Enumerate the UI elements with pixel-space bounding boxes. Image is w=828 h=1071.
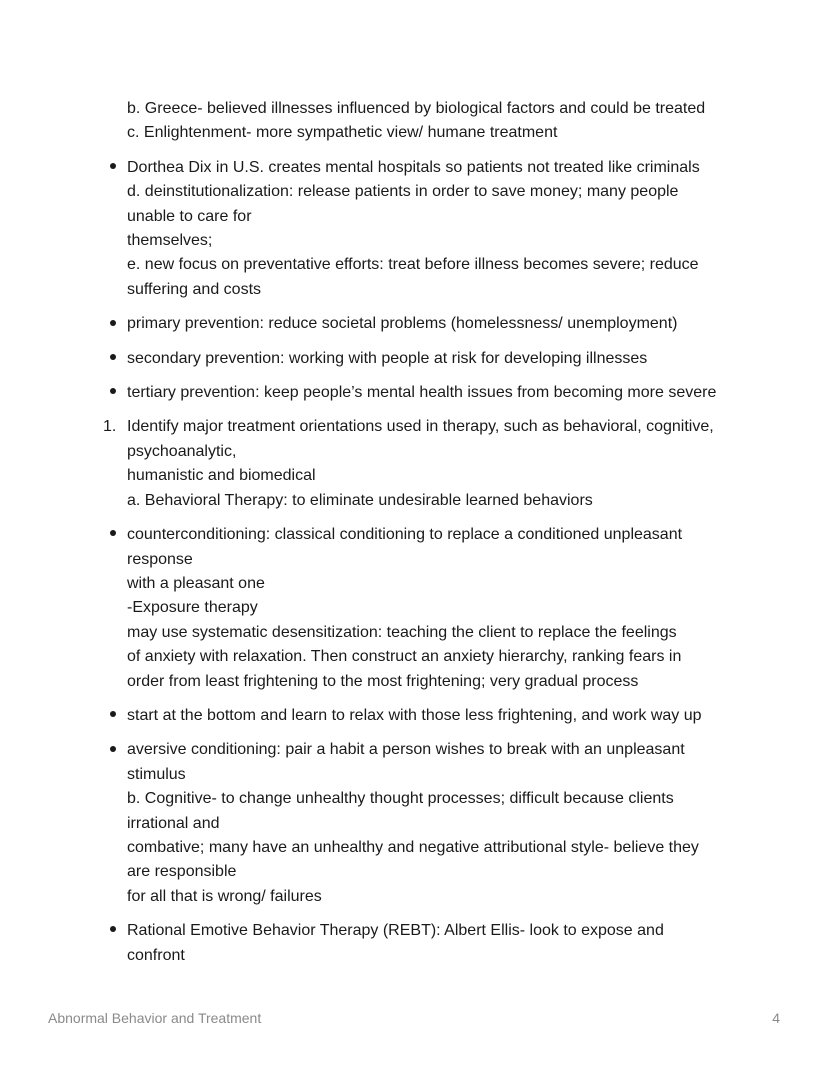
text-line: irrational and — [127, 814, 220, 832]
text-line: may use systematic desensitization: teaching the client to replace the feelings — [127, 623, 677, 641]
text-line: with a pleasant one — [127, 574, 265, 592]
bullet-list-item — [127, 738, 737, 909]
text-line: Identify major treatment orientations used in therapy, such as behavioral, cognitive, — [127, 418, 714, 436]
text-line: primary prevention: reduce societal problems (homelessness/ unemployment) — [127, 315, 678, 333]
text-line: of anxiety with relaxation. Then construct an anxiety hierarchy, ranking fears in — [127, 648, 682, 666]
text-line: e. new focus on preventative efforts: treat before illness becomes severe; reduce — [127, 256, 699, 274]
bullet-list-item — [127, 523, 737, 694]
bullet-list-item — [127, 381, 737, 405]
bullet-list-item — [127, 704, 737, 728]
page-footer — [48, 1010, 780, 1030]
list-number: 1. — [103, 418, 117, 436]
text-line: themselves; — [127, 232, 213, 250]
numbered-list-item — [103, 415, 737, 513]
bullet-icon — [105, 347, 121, 371]
bullet-icon — [105, 156, 121, 180]
text-line: confront — [127, 946, 185, 964]
text-line: stimulus — [127, 765, 186, 783]
bullet-icon — [105, 381, 121, 405]
bullet-icon — [105, 523, 121, 547]
bullet-icon — [105, 919, 121, 943]
text-line: -Exposure therapy — [127, 599, 258, 617]
text-line: aversive conditioning: pair a habit a person wishes to break with an unpleasant — [127, 741, 685, 759]
bullet-list-item — [127, 312, 737, 336]
text-line: tertiary prevention: keep people’s mental health issues from becoming more severe — [127, 384, 717, 402]
text-line: d. deinstitutionalization: release patients in order to save money; many people — [127, 183, 679, 201]
footer-page-number: 4 — [772, 1010, 780, 1026]
bullet-icon — [105, 738, 121, 762]
bullet-list-item — [127, 156, 737, 302]
text-line: counterconditioning: classical conditioning to replace a conditioned unpleasant — [127, 526, 683, 544]
bullet-icon — [105, 312, 121, 336]
text-line: unable to care for — [127, 207, 252, 225]
text-line: psychoanalytic, — [127, 442, 237, 460]
text-line: b. Cognitive- to change unhealthy thought processes; difficult because clients — [127, 790, 674, 808]
text-line: humanistic and biomedical — [127, 467, 316, 485]
text-line: secondary prevention: working with people at risk for developing illnesses — [127, 349, 648, 367]
text-line: c. Enlightenment- more sympathetic view/ humane treatment — [127, 124, 558, 142]
bullet-icon — [105, 704, 121, 728]
text-line: a. Behavioral Therapy: to eliminate undesirable learned behaviors — [127, 491, 593, 509]
text-line: combative; many have an unhealthy and negative attributional style- believe they — [127, 838, 699, 856]
bullet-list-item — [127, 919, 737, 968]
text-line: response — [127, 550, 193, 568]
text-line: Dorthea Dix in U.S. creates mental hospitals so patients not treated like criminals — [127, 158, 700, 176]
text-line: suffering and costs — [127, 280, 262, 298]
footer-title: Abnormal Behavior and Treatment — [48, 1010, 262, 1026]
text-line: b. Greece- believed illnesses influenced by biological factors and could be treated — [127, 100, 706, 117]
text-line: for all that is wrong/ failures — [127, 887, 322, 905]
text-line: Rational Emotive Behavior Therapy (REBT): Albert Ellis- look to expose and — [127, 922, 664, 940]
bullet-list-item — [127, 347, 737, 371]
text-line: order from least frightening to the most frightening; very gradual process — [127, 672, 639, 690]
text-line: are responsible — [127, 863, 237, 881]
text-line: start at the bottom and learn to relax with those less frightening, and work way up — [127, 706, 702, 724]
page-content — [103, 97, 737, 978]
text-paragraph — [127, 97, 737, 146]
